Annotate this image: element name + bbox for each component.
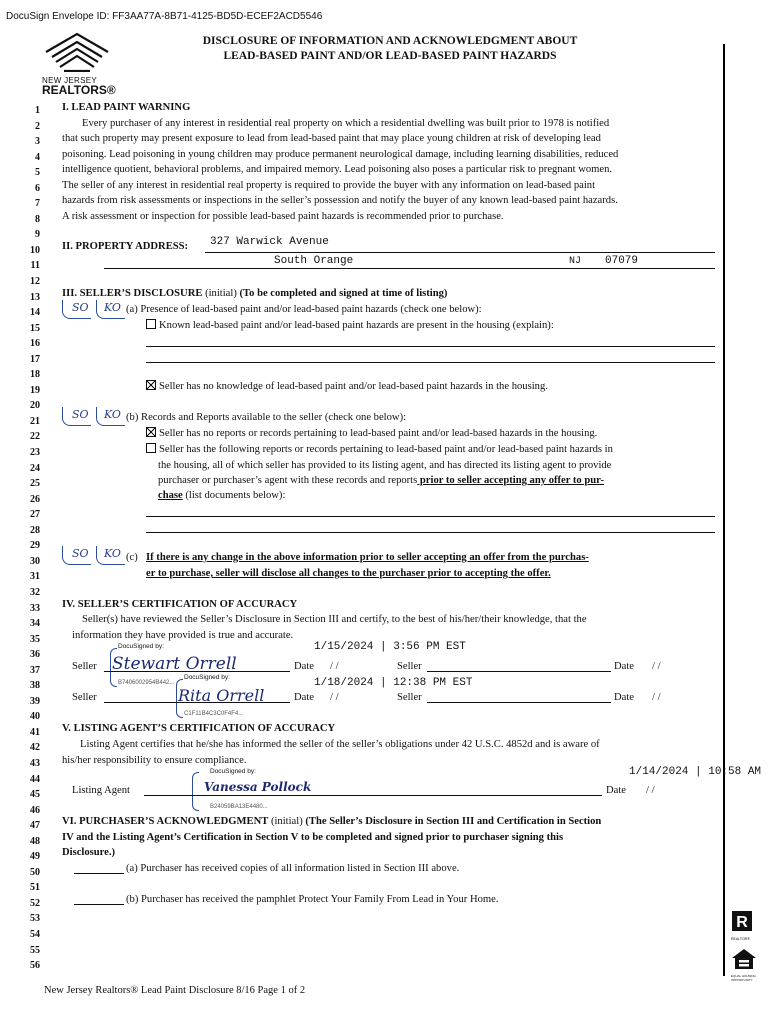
- signature-id: B24059BA13E4480...: [210, 804, 268, 810]
- seller-signature-line[interactable]: [427, 671, 611, 672]
- seller-initial: KO: [104, 408, 121, 421]
- seller-label: Seller: [397, 661, 422, 672]
- section-3b-text-part: purchaser or purchaser’s agent with these records and reports: [158, 475, 418, 486]
- section-1-line: intelligence quotient, behavioral problems, and impaired memory. Lead poisoning also poses a particular risk to pregnant women.: [62, 164, 613, 175]
- section-3b-text-part: (list documents below):: [182, 490, 286, 501]
- line-number: 10: [30, 244, 40, 256]
- checkbox-label: Known lead-based paint and/or lead-based paint hazards are present in the housing (explain):: [159, 320, 554, 331]
- document-title: [160, 34, 620, 64]
- section-1-line: Every purchaser of any interest in residential real property on which a residential dwelling was built prior to 1978 is notified: [82, 117, 610, 129]
- line-number: 15: [30, 322, 40, 334]
- date-label: Date: [606, 785, 626, 796]
- line-number: 50: [30, 866, 40, 878]
- signature-id: B7406002954B442...: [118, 680, 175, 686]
- date-label: Date: [614, 661, 634, 672]
- line-number: 27: [30, 509, 40, 521]
- seller-initial: SO: [72, 408, 89, 421]
- explain-line: [146, 362, 715, 363]
- section-6-line3: Disclosure.): [62, 847, 116, 858]
- section-1: [62, 100, 717, 224]
- date-blank: / /: [646, 785, 655, 796]
- line-number: 21: [30, 415, 40, 427]
- date-blank: / /: [330, 661, 339, 672]
- nj-realtors-logo: [42, 30, 116, 97]
- line-number: 13: [30, 291, 40, 303]
- checkbox-known-hazards[interactable]: [146, 319, 156, 329]
- seller-signature-line[interactable]: [427, 702, 611, 703]
- line-number: 47: [30, 820, 40, 832]
- line-number: 39: [30, 695, 40, 707]
- line-number: 52: [30, 897, 40, 909]
- signature-id: C1F11B4C3C0F4F4...: [184, 711, 244, 717]
- documents-line: [146, 532, 715, 533]
- listing-agent-label: Listing Agent: [72, 785, 130, 796]
- section-1-line: that such property may present exposure to lead from lead-based paint that may place young children at risk of developing lead: [62, 133, 601, 144]
- line-number: 16: [30, 338, 40, 350]
- agent-signature: Vanessa Pollock: [204, 780, 312, 794]
- section-3b-emphasis: chase: [158, 490, 183, 501]
- purchaser-initial-line[interactable]: [74, 904, 124, 905]
- address-zip: 07079: [605, 255, 639, 267]
- seller-initial: SO: [72, 301, 89, 314]
- purchaser-initial-line[interactable]: [74, 873, 124, 874]
- section-5-line2: his/her responsibility to ensure compliance.: [62, 755, 247, 766]
- line-number: 2: [35, 120, 40, 132]
- section-3a-option-known: [146, 318, 554, 334]
- line-number: 33: [30, 602, 40, 614]
- line-number: 4: [35, 151, 40, 163]
- section-1-line: A risk assessment or inspection for possible lead-based paint hazards is recommended prior to purchase.: [62, 210, 504, 222]
- explain-line: [146, 346, 715, 347]
- address-state: NJ: [569, 256, 582, 267]
- section-6-line2: IV and the Listing Agent’s Certification in Section V to be completed and signed prior to purchaser signing this: [62, 832, 564, 843]
- line-number: 37: [30, 664, 40, 676]
- section-5-line1: Listing Agent certifies that he/she has informed the seller of the seller’s obligations under 42 U.S.C. 4852d and is aware of: [80, 739, 600, 750]
- line-number: 1: [35, 105, 40, 116]
- title-line2: LEAD-BASED PAINT AND/OR LEAD-BASED PAINT HAZARDS: [223, 50, 557, 62]
- section-4-heading: IV. SELLER’S CERTIFICATION OF ACCURACY: [62, 599, 298, 610]
- line-number: 36: [30, 649, 40, 661]
- checkbox-label: Seller has no reports or records pertaining to lead-based paint and/or lead-based hazards in the housing.: [159, 428, 598, 439]
- docusign-label: DocuSigned by:: [210, 768, 256, 775]
- section-6a: (a) Purchaser has received copies of all information listed in Section III above.: [126, 863, 460, 874]
- logo-line1: NEW JERSEY: [42, 76, 98, 85]
- section-1-line: poisoning. Lead poisoning in young children may produce permanent neurological damage, including learning disabilities, reduced: [62, 148, 619, 160]
- address-line-1: [205, 252, 715, 253]
- documents-line: [146, 516, 715, 517]
- section-3b-emphasis: prior to seller accepting any offer to pur-: [417, 475, 604, 486]
- agent-signature-line: [144, 795, 602, 796]
- seller-initial: KO: [104, 301, 121, 314]
- line-number: 32: [30, 586, 40, 598]
- line-number: 8: [35, 213, 40, 225]
- line-number: 6: [35, 182, 40, 194]
- line-number: 25: [30, 478, 40, 490]
- section-1-line: The seller of any interest in residential real property is required to provide the buyer with any information on lead-based paint: [62, 179, 596, 191]
- checkbox-label: Seller has no knowledge of lead-based paint and/or lead-based paint hazards in the housing.: [159, 381, 548, 392]
- docusign-label: DocuSigned by:: [118, 643, 164, 650]
- line-number: 3: [35, 136, 40, 148]
- title-line1: DISCLOSURE OF INFORMATION AND ACKNOWLEDGMENT ABOUT: [202, 35, 578, 47]
- line-number: 29: [30, 540, 40, 552]
- signature-timestamp: 1/18/2024 | 12:38 PM EST: [314, 677, 473, 689]
- line-number: 40: [30, 711, 40, 723]
- section-6-initial-note: (initial): [268, 816, 306, 827]
- section-4-line1: Seller(s) have reviewed the Seller’s Disclosure in Section III and certify, to the best of his/her/their knowledge, that the: [82, 614, 587, 625]
- section-4-line2: information they have provided is true and accurate.: [72, 630, 294, 641]
- section-3-instruction: (To be completed and signed at time of listing): [239, 288, 448, 299]
- section-3b-option-has-reports: [146, 442, 613, 458]
- signature-timestamp: 1/14/2024 | 10:58 AM: [629, 766, 762, 778]
- date-label: Date: [294, 692, 314, 703]
- seller-signature: Stewart Orrell: [112, 654, 237, 674]
- date-blank: / /: [330, 692, 339, 703]
- section-3-initial-note: (initial): [202, 288, 240, 299]
- address-city: South Orange: [274, 255, 354, 267]
- section-6-instruction: (The Seller’s Disclosure in Section III and Certification in Section: [305, 816, 602, 827]
- line-number: 28: [30, 524, 40, 536]
- section-3c-line1: If there is any change in the above information prior to seller accepting an offer from the purchas-: [146, 552, 589, 563]
- logo-line2: REALTORS®: [42, 83, 116, 97]
- section-3b-text: [158, 488, 285, 504]
- line-number: 43: [30, 757, 40, 769]
- section-2-heading: II. PROPERTY ADDRESS:: [62, 241, 189, 252]
- line-number: 9: [35, 229, 40, 241]
- section-3b-text: the housing, all of which seller has provided to its listing agent, and has directed its listing agent to provide: [158, 460, 612, 471]
- right-margin-rule: [723, 44, 725, 976]
- section-3c-label: (c): [126, 552, 138, 563]
- section-3-title: III. SELLER’S DISCLOSURE: [62, 288, 203, 299]
- date-blank: / /: [652, 692, 661, 703]
- line-number: 23: [30, 447, 40, 459]
- seller-label: Seller: [397, 692, 422, 703]
- section-1-line: hazards from risk assessments or inspections in the seller’s possession and notify the buyer of any known lead-based paint hazards.: [62, 195, 618, 206]
- line-number: 20: [30, 400, 40, 412]
- address-line-2: [104, 268, 715, 269]
- line-number: 56: [30, 960, 40, 972]
- line-number: 5: [35, 167, 40, 179]
- line-number: 22: [30, 431, 40, 443]
- line-number: 11: [30, 260, 40, 272]
- seller-label: Seller: [72, 692, 97, 703]
- section-6-heading: [62, 814, 601, 830]
- line-number: 30: [30, 555, 40, 567]
- line-number: 53: [30, 913, 40, 925]
- envelope-id: DocuSign Envelope ID: FF3AA77A-8B71-4125-BD5D-ECEF2ACD5546: [6, 11, 323, 22]
- section-6-title: VI. PURCHASER’S ACKNOWLEDGMENT: [62, 816, 269, 827]
- seller-initial: SO: [72, 547, 89, 560]
- page-footer: New Jersey Realtors® Lead Paint Disclosure 8/16 Page 1 of 2: [44, 985, 306, 996]
- line-number: 34: [30, 618, 40, 630]
- signature-bracket: [192, 772, 199, 811]
- date-blank: / /: [652, 661, 661, 672]
- equal-housing-badge: [731, 948, 759, 982]
- checkbox-label: Seller has the following reports or records pertaining to lead-based paint and/or lead-based paint hazards in: [159, 444, 613, 455]
- realtor-r-icon: [731, 910, 753, 932]
- line-number: 46: [30, 804, 40, 816]
- line-number: 42: [30, 742, 40, 754]
- line-number: 38: [30, 680, 40, 692]
- line-number: 17: [30, 353, 40, 365]
- line-number: 18: [30, 369, 40, 381]
- address-street: 327 Warwick Avenue: [210, 236, 329, 248]
- line-number: 45: [30, 789, 40, 801]
- line-numbers: [20, 103, 40, 974]
- section-3a-label: (a) Presence of lead-based paint and/or lead-based paint hazards (check one below):: [126, 304, 482, 315]
- line-number: 48: [30, 835, 40, 847]
- section-1-heading: I. LEAD PAINT WARNING: [62, 102, 191, 113]
- line-number: 26: [30, 493, 40, 505]
- line-number: 54: [30, 928, 40, 940]
- realtor-badge: [731, 910, 757, 941]
- svg-text:R: R: [736, 914, 748, 931]
- realtor-badge-label: REALTOR®: [731, 937, 750, 941]
- date-label: Date: [294, 661, 314, 672]
- line-number: 44: [30, 773, 40, 785]
- equal-housing-icon: [731, 948, 757, 970]
- checkbox-has-reports[interactable]: [146, 443, 156, 453]
- section-3a-option-no-knowledge: [146, 379, 548, 395]
- logo-house-icon: [42, 30, 112, 72]
- section-3b-label: (b) Records and Reports available to the seller (check one below):: [126, 412, 407, 423]
- section-6b: (b) Purchaser has received the pamphlet Protect Your Family From Lead in Your Home.: [126, 894, 499, 905]
- checkbox-no-knowledge[interactable]: [146, 380, 156, 390]
- docusign-label: DocuSigned by:: [184, 674, 230, 681]
- line-number: 31: [30, 571, 40, 583]
- line-number: 14: [30, 307, 40, 319]
- seller-signature: Rita Orrell: [178, 686, 265, 705]
- line-number: 19: [30, 384, 40, 396]
- line-number: 55: [30, 944, 40, 956]
- section-3c-line2: er to purchase, seller will disclose all changes to the purchaser prior to accepting the offer.: [146, 568, 551, 579]
- line-number: 35: [30, 633, 40, 645]
- signature-timestamp: 1/15/2024 | 3:56 PM EST: [314, 641, 466, 653]
- line-number: 7: [35, 198, 40, 210]
- equal-housing-label: EQUAL HOUSING OPPORTUNITY: [731, 974, 756, 982]
- section-5-heading: V. LISTING AGENT’S CERTIFICATION OF ACCURACY: [62, 723, 336, 734]
- line-number: 41: [30, 726, 40, 738]
- date-label: Date: [614, 692, 634, 703]
- checkbox-no-reports[interactable]: [146, 427, 156, 437]
- section-3b-text: [158, 473, 604, 489]
- seller-initial: KO: [104, 547, 121, 560]
- line-number: 49: [30, 851, 40, 863]
- line-number: 24: [30, 462, 40, 474]
- line-number: 51: [30, 882, 40, 894]
- line-number: 12: [30, 276, 40, 288]
- seller-label: Seller: [72, 661, 97, 672]
- section-3b-option-none: [146, 426, 597, 442]
